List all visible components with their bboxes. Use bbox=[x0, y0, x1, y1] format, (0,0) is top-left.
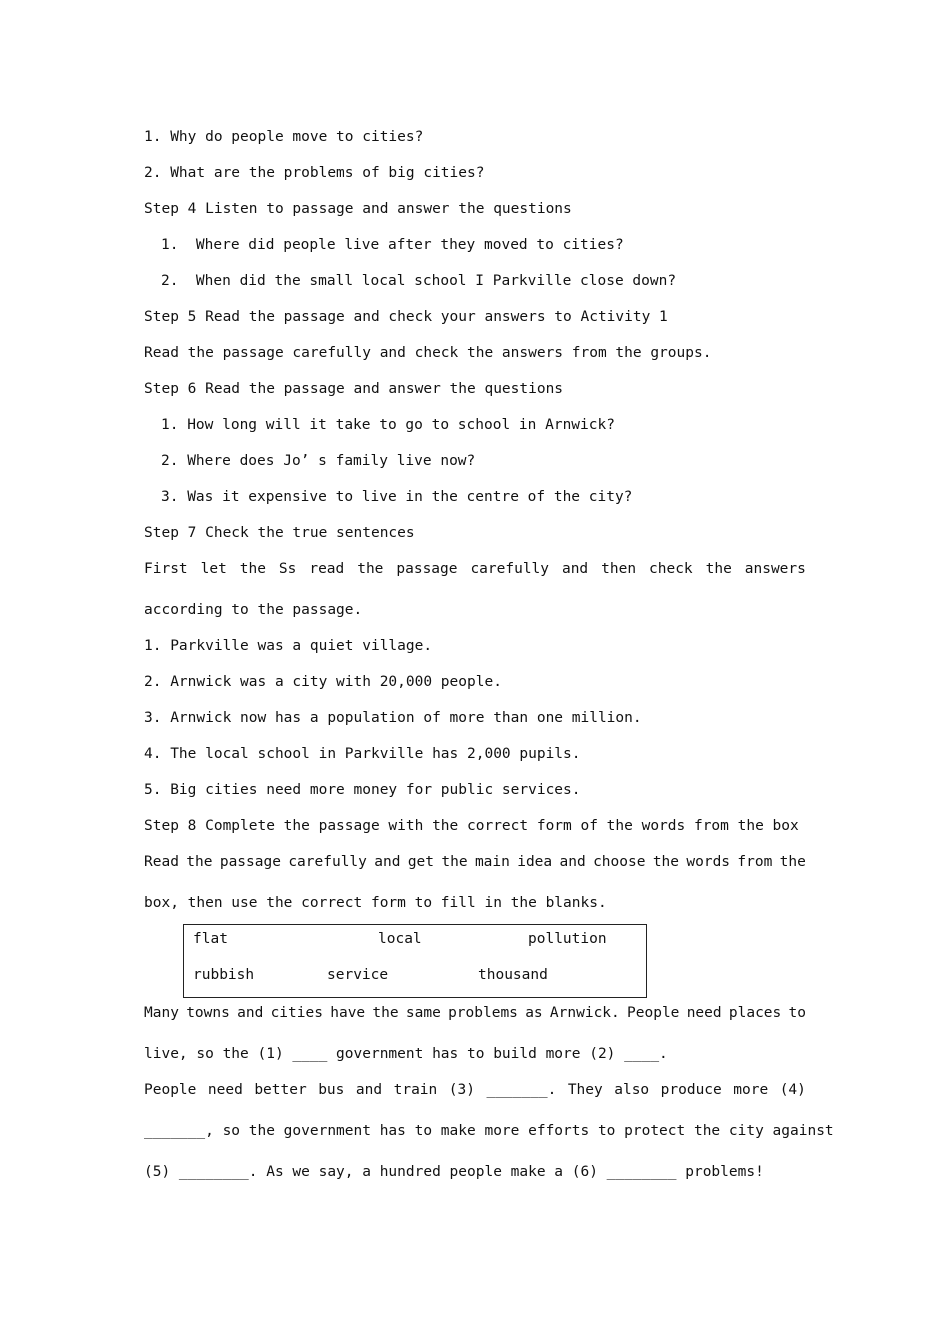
true-sentence-4: 4. The local school in Parkville has 2,000 pupils. bbox=[144, 746, 581, 762]
step-4-question-1: 1. Where did people live after they moved to cities? bbox=[161, 237, 624, 253]
word: idea bbox=[517, 854, 553, 870]
passage-line-3 bbox=[144, 1075, 806, 1116]
word-pollution: pollution bbox=[528, 931, 607, 947]
word: They bbox=[567, 1082, 603, 1098]
step-6-question-3: 3. Was it expensive to live in the centre of the city? bbox=[161, 489, 633, 505]
true-sentence-3: 3. Arnwick now has a population of more than one million. bbox=[144, 710, 642, 726]
word: passage bbox=[396, 561, 458, 577]
word-thousand: thousand bbox=[478, 967, 548, 983]
word: cities bbox=[270, 1005, 323, 1021]
word-box bbox=[183, 924, 647, 998]
word: the bbox=[652, 854, 680, 870]
word: People bbox=[144, 1082, 197, 1098]
word-local: local bbox=[378, 931, 422, 947]
word: and bbox=[561, 561, 589, 577]
true-sentence-5: 5. Big cities need more money for public services. bbox=[144, 782, 581, 798]
word: check bbox=[649, 561, 693, 577]
passage-line-2: live, so the (1) ____ government has to build more (2) ____. bbox=[144, 1046, 668, 1062]
step-8-heading: Step 8 Complete the passage with the correct form of the words from the box bbox=[144, 818, 799, 834]
word: and bbox=[355, 1082, 383, 1098]
word: People bbox=[627, 1005, 680, 1021]
word: and bbox=[374, 854, 401, 870]
word: more bbox=[733, 1082, 769, 1098]
question-1: 1. Why do people move to cities? bbox=[144, 129, 424, 145]
true-sentence-1: 1. Parkville was a quiet village. bbox=[144, 638, 433, 654]
word: towns bbox=[186, 1005, 230, 1021]
word: places bbox=[728, 1005, 782, 1021]
word: words bbox=[686, 854, 731, 870]
word-rubbish: rubbish bbox=[193, 967, 255, 983]
word-service: service bbox=[327, 967, 389, 983]
word: the bbox=[441, 854, 468, 870]
word: produce bbox=[660, 1082, 722, 1098]
word: then bbox=[601, 561, 637, 577]
step-7-heading: Step 7 Check the true sentences bbox=[144, 525, 415, 541]
step-8-instruction-line-2: box, then use the correct form to fill in the blanks. bbox=[144, 895, 607, 911]
step-6-question-1: 1. How long will it take to go to school in Arnwick? bbox=[161, 417, 615, 433]
step-4-question-2: 2. When did the small local school I Parkville close down? bbox=[161, 273, 677, 289]
step-4-heading: Step 4 Listen to passage and answer the questions bbox=[144, 201, 572, 217]
step-5-heading: Step 5 Read the passage and check your answers to Activity 1 bbox=[144, 309, 668, 325]
word: and bbox=[237, 1005, 264, 1021]
word: Arnwick. bbox=[549, 1005, 620, 1021]
word: Read bbox=[144, 854, 179, 870]
word: passage bbox=[219, 854, 281, 870]
word: from bbox=[737, 854, 773, 870]
word: bus bbox=[318, 1082, 345, 1098]
word: (3) bbox=[448, 1082, 475, 1098]
question-2: 2. What are the problems of big cities? bbox=[144, 165, 485, 181]
step-6-question-2: 2. Where does Jo’ s family live now? bbox=[161, 453, 476, 469]
word: get bbox=[407, 854, 435, 870]
word: let bbox=[200, 561, 227, 577]
word: carefully bbox=[288, 854, 367, 870]
word: need bbox=[207, 1082, 243, 1098]
step-7-instruction-line-2: according to the passage. bbox=[144, 602, 363, 618]
word: same bbox=[405, 1005, 441, 1021]
word: to bbox=[788, 1005, 806, 1021]
passage-line-1 bbox=[144, 998, 806, 1039]
word: have bbox=[330, 1005, 366, 1021]
word: also bbox=[614, 1082, 650, 1098]
word-flat: flat bbox=[193, 931, 228, 947]
step-6-heading: Step 6 Read the passage and answer the questions bbox=[144, 381, 564, 397]
word: need bbox=[686, 1005, 722, 1021]
word: _______. bbox=[486, 1082, 557, 1098]
word: First bbox=[144, 561, 188, 577]
word: (4) bbox=[779, 1082, 806, 1098]
passage-line-5: (5) ________. As we say, a hundred people make a (6) ________ problems! bbox=[144, 1164, 764, 1180]
word: the bbox=[372, 1005, 399, 1021]
document-page bbox=[144, 122, 834, 1193]
word: Many bbox=[144, 1005, 179, 1021]
word: Ss bbox=[278, 561, 297, 577]
word: the bbox=[239, 561, 266, 577]
word: read bbox=[309, 561, 345, 577]
word: carefully bbox=[470, 561, 550, 577]
word: problems bbox=[448, 1005, 518, 1021]
step-5-instruction: Read the passage carefully and check the answers from the groups. bbox=[144, 345, 712, 361]
word: and bbox=[559, 854, 586, 870]
word: the bbox=[705, 561, 732, 577]
word: the bbox=[357, 561, 384, 577]
word: the bbox=[779, 854, 806, 870]
word: as bbox=[525, 1005, 543, 1021]
step-7-instruction-line-1 bbox=[144, 554, 806, 595]
word: train bbox=[393, 1082, 438, 1098]
passage-line-4: _______, so the government has to make more efforts to protect the city against bbox=[144, 1123, 834, 1139]
word: main bbox=[474, 854, 510, 870]
word: choose bbox=[593, 854, 646, 870]
true-sentence-2: 2. Arnwick was a city with 20,000 people. bbox=[144, 674, 502, 690]
word: better bbox=[254, 1082, 307, 1098]
word: the bbox=[186, 854, 213, 870]
word: answers bbox=[744, 561, 806, 577]
step-8-instruction-line-1 bbox=[144, 847, 806, 888]
